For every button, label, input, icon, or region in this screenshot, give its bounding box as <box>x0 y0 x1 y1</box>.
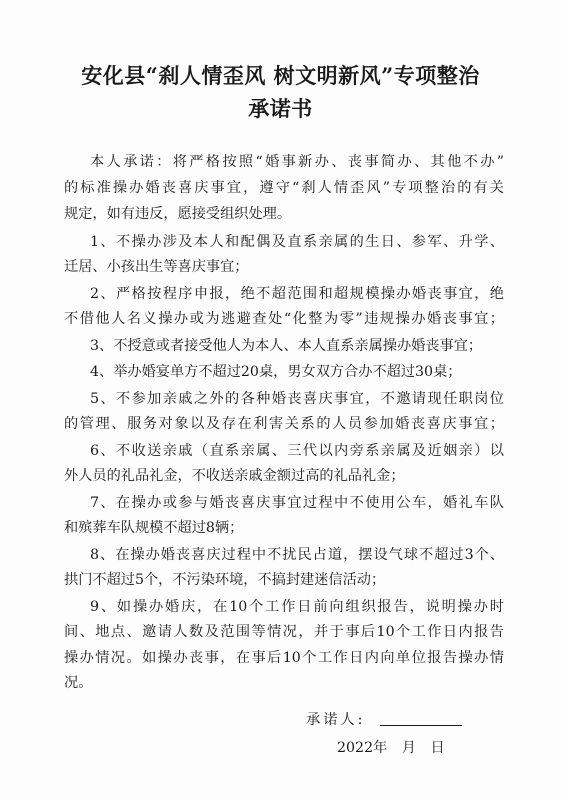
paragraph-line: 3、不授意或者接受他人为本人、本人直系亲属操办婚丧事宜； <box>90 338 483 354</box>
paragraph-line: 间、地点、邀请人数及范围等情况，并于事后10个工作日内报告 <box>64 624 504 640</box>
paragraph-line: 规定，如有违反，愿接受组织处理。 <box>64 206 292 222</box>
paragraph-line: 的管理、服务对象以及存在利害关系的人员参加婚丧喜庆事宜； <box>64 416 504 432</box>
paragraph-line: 7、在操办或参与婚丧喜庆事宜过程中不使用公车，婚礼车队 <box>90 495 504 511</box>
paragraph-line: 5、不参加亲戚之外的各种婚丧喜庆事宜，不邀请现任职岗位 <box>90 391 504 407</box>
paragraph-line: 拱门不超过5个，不污染环境，不搞封建迷信活动； <box>64 572 386 588</box>
paragraph-line: 外人员的礼品礼金，不收送亲戚金额过高的礼品礼金； <box>64 468 405 484</box>
signature-label: 承诺人: <box>306 712 366 728</box>
document-title: 安化县“刹人情歪风 树文明新风”专项整治 <box>81 63 480 88</box>
paragraph-line: 2、严格按程序申报，绝不超范围和超规模操办婚丧事宜，绝 <box>90 286 504 302</box>
paragraph-line: 不借他人名义操办或为逃避查处“化整为零”违规操办婚丧事宜； <box>64 311 504 327</box>
document-subtitle: 承诺书 <box>248 96 313 121</box>
paragraph-line: 的标准操办婚丧喜庆事宜，遵守“刹人情歪风”专项整治的有关 <box>64 180 504 196</box>
paragraph-line: 1、不操办涉及本人和配偶及直系亲属的生日、参军、升学、 <box>90 234 504 250</box>
signature-line[interactable] <box>380 725 462 726</box>
paragraph-line: 4、举办婚宴单方不超过20桌，男女双方合办不超过30桌； <box>90 364 462 380</box>
signature-date: 2022年 月 日 <box>337 740 445 756</box>
paragraph-line: 和殡葬车队规模不超过8辆； <box>64 520 244 536</box>
paragraph-line: 况。 <box>64 675 93 691</box>
paragraph-line: 迁居、小孩出生等喜庆事宜； <box>64 259 249 275</box>
paragraph-line: 9、如操办婚庆，在10个工作日前向组织报告，说明操办时 <box>90 599 504 615</box>
paragraph-line: 操办情况。如操办丧事，在事后10个工作日内向单位报告操办情 <box>64 650 504 666</box>
paragraph-line: 8、在操办婚丧喜庆过程中不扰民占道，摆设气球不超过3个、 <box>90 547 504 563</box>
paragraph-line: 6、不收送亲戚（直系亲属、三代以内旁系亲属及近姻亲）以 <box>90 443 504 459</box>
paragraph-line: 本人承诺：将严格按照“婚事新办、丧事简办、其他不办” <box>90 154 504 170</box>
